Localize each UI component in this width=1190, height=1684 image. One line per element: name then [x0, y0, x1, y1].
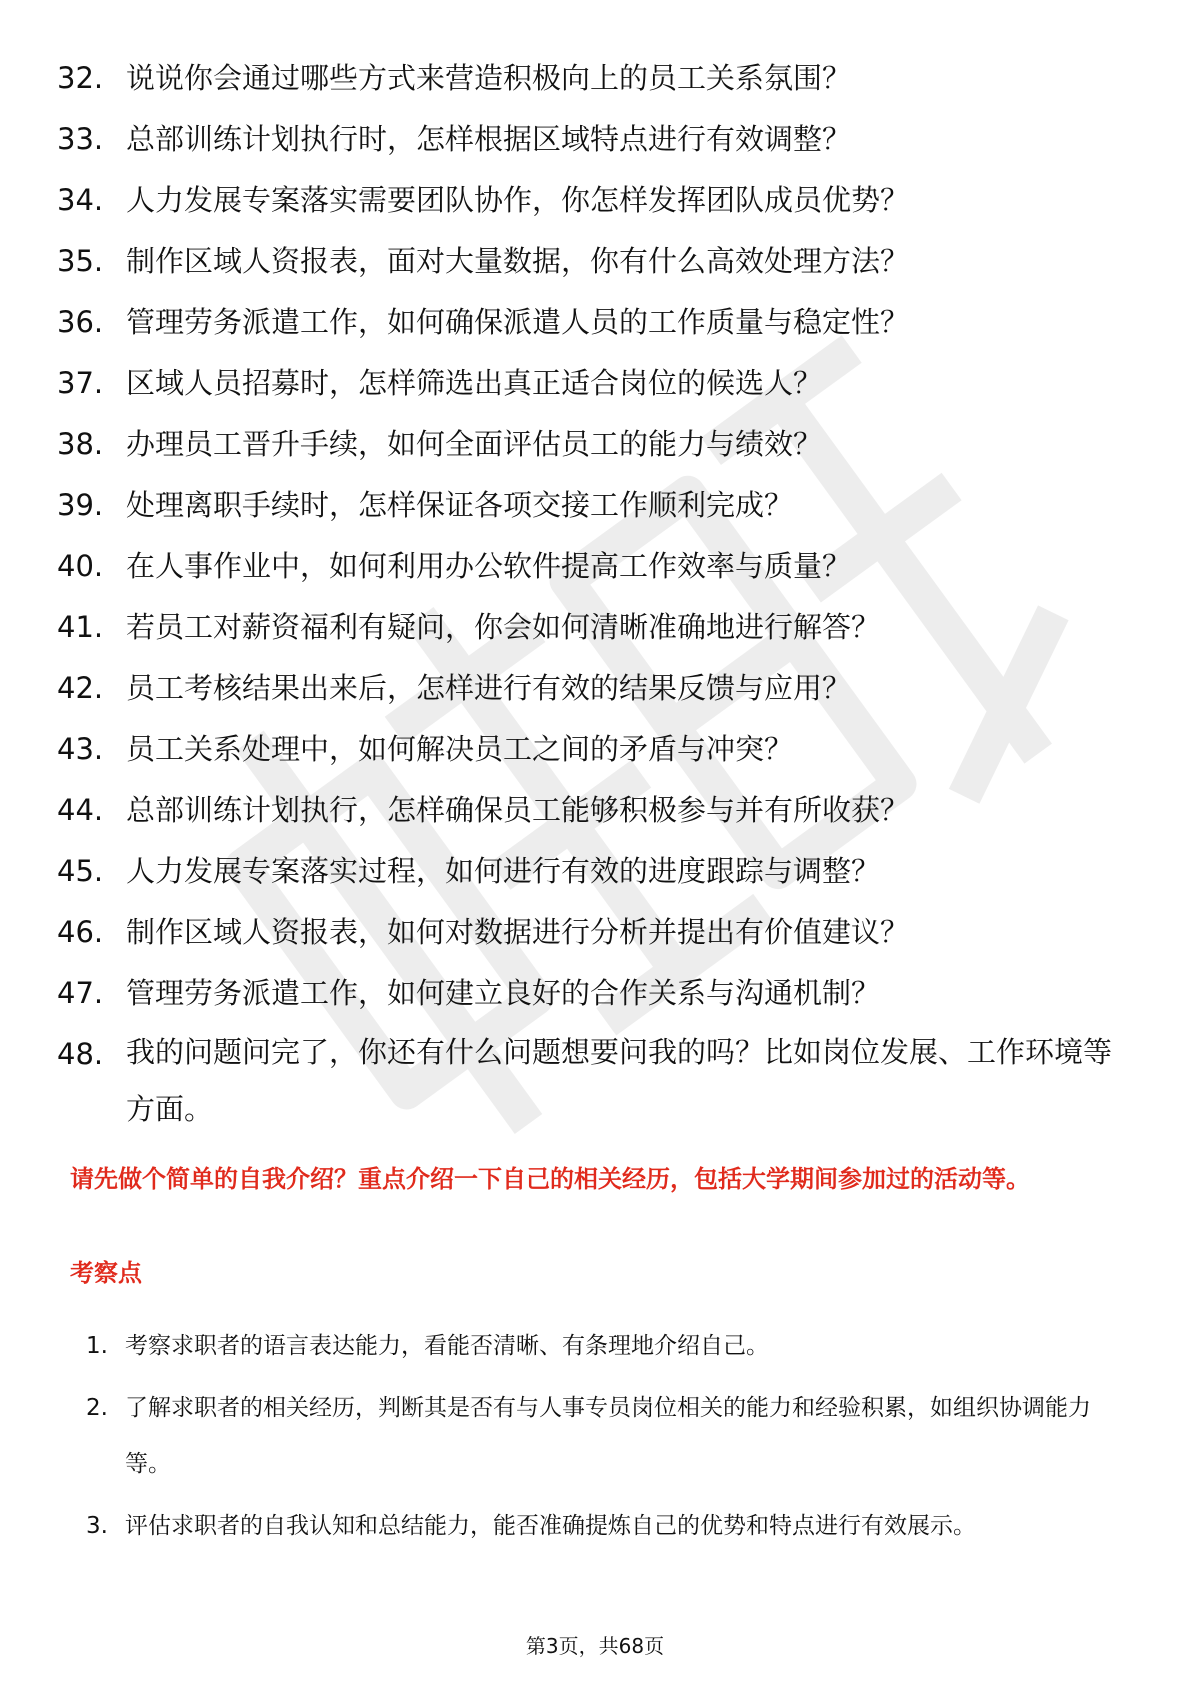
question-number: 39. [57, 488, 104, 522]
question-item [0, 170, 1190, 231]
question-item [0, 597, 1190, 658]
question-number: 33. [57, 122, 104, 156]
question-text: 区域人员招募时，怎样筛选出真正适合岗位的候选人？ [126, 366, 823, 400]
question-text: 处理离职手续时，怎样保证各项交接工作顺利完成？ [126, 488, 794, 522]
question-text: 我的问题问完了，你还有什么问题想要问我的吗？比如岗位发展、工作环境等方面。 [126, 1035, 1113, 1126]
question-item [0, 1024, 1190, 1142]
question-number: 35. [57, 244, 104, 278]
question-item [0, 841, 1190, 902]
point-text: 评估求职者的自我认知和总结能力，能否准确提炼自己的优势和特点进行有效展示。 [125, 1513, 976, 1539]
question-item [0, 353, 1190, 414]
question-text: 管理劳务派遣工作，如何确保派遣人员的工作质量与稳定性？ [126, 305, 910, 339]
question-number: 36. [57, 305, 104, 339]
question-number: 34. [57, 183, 104, 217]
question-text: 人力发展专案落实需要团队协作，你怎样发挥团队成员优势？ [126, 183, 910, 217]
question-item [0, 719, 1190, 780]
question-text: 员工关系处理中，如何解决员工之间的矛盾与冲突？ [126, 732, 794, 766]
question-number: 48. [57, 1037, 104, 1071]
assessment-point [0, 1498, 1190, 1554]
assessment-point-list [0, 1318, 1190, 1560]
question-text: 员工考核结果出来后，怎样进行有效的结果反馈与应用？ [126, 671, 852, 705]
question-item [0, 414, 1190, 475]
question-number: 40. [57, 549, 104, 583]
question-text: 总部训练计划执行，怎样确保员工能够积极参与并有所收获？ [126, 793, 910, 827]
question-number: 37. [57, 366, 104, 400]
question-number: 41. [57, 610, 104, 644]
question-item [0, 109, 1190, 170]
question-text: 管理劳务派遣工作，如何建立良好的合作关系与沟通机制？ [126, 976, 881, 1010]
question-text: 在人事作业中，如何利用办公软件提高工作效率与质量？ [126, 549, 852, 583]
question-number: 32. [57, 61, 104, 95]
point-number: 1. [86, 1333, 108, 1359]
question-list [0, 48, 1190, 1142]
point-number: 3. [86, 1513, 108, 1539]
question-text: 制作区域人资报表，面对大量数据，你有什么高效处理方法？ [126, 244, 910, 278]
question-item [0, 658, 1190, 719]
assessment-point [0, 1318, 1190, 1374]
question-text: 说说你会通过哪些方式来营造积极向上的员工关系氛围？ [126, 61, 852, 95]
question-item [0, 536, 1190, 597]
question-number: 42. [57, 671, 104, 705]
question-item [0, 963, 1190, 1024]
question-item [0, 48, 1190, 109]
question-item [0, 902, 1190, 963]
question-text: 制作区域人资报表，如何对数据进行分析并提出有价值建议？ [126, 915, 910, 949]
question-text: 总部训练计划执行时，怎样根据区域特点进行有效调整？ [126, 122, 852, 156]
question-item [0, 475, 1190, 536]
question-number: 47. [57, 976, 104, 1010]
question-number: 38. [57, 427, 104, 461]
section-title: 考察点 [70, 1259, 142, 1287]
question-item [0, 292, 1190, 353]
question-number: 44. [57, 793, 104, 827]
point-text: 考察求职者的语言表达能力，看能否清晰、有条理地介绍自己。 [125, 1333, 769, 1359]
featured-question: 请先做个简单的自我介绍？重点介绍一下自己的相关经历，包括大学期间参加过的活动等。 [70, 1165, 1030, 1193]
question-text: 人力发展专案落实过程，如何进行有效的进度跟踪与调整？ [126, 854, 881, 888]
assessment-point [0, 1380, 1190, 1492]
question-text: 办理员工晋升手续，如何全面评估员工的能力与绩效？ [126, 427, 823, 461]
point-text: 了解求职者的相关经历，判断其是否有与人事专员岗位相关的能力和经验积累，如组织协调能力等。 [125, 1395, 1091, 1477]
question-item [0, 231, 1190, 292]
question-number: 46. [57, 915, 104, 949]
point-number: 2. [86, 1395, 108, 1421]
question-text: 若员工对薪资福利有疑问，你会如何清晰准确地进行解答？ [126, 610, 881, 644]
question-item [0, 780, 1190, 841]
page-footer: 第3页，共68页 [525, 1634, 665, 1658]
question-number: 45. [57, 854, 104, 888]
question-number: 43. [57, 732, 104, 766]
